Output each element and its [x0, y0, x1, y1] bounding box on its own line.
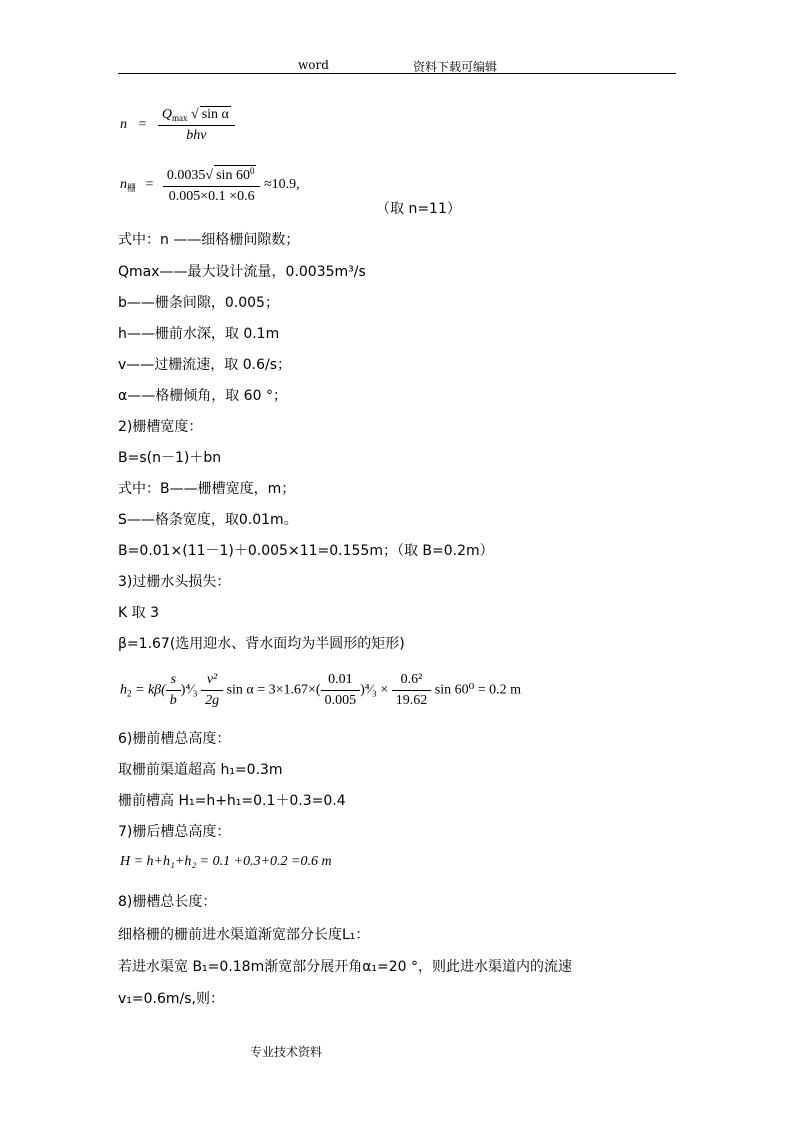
eq2-result: ≈10.9,	[263, 177, 300, 193]
eq3-tail: sin 60⁰ = 0.2 m	[434, 682, 522, 698]
eq3-2g: 2g	[205, 693, 220, 708]
text-line: v₁=0.6m/s,则：	[118, 991, 224, 1007]
eq3-pow: )⁴⁄₃	[180, 682, 198, 698]
eq2-equals: =	[145, 177, 154, 193]
eq1-fraction: $\frac{Q_{max} √ \sin \alpha}{\text{bhv}}$	[158, 106, 235, 144]
header-rule	[118, 73, 676, 74]
eq2-lhs: n	[120, 177, 127, 193]
text-line: Qmax——最大设计流量，0.0035m³/s	[118, 264, 366, 280]
text-line: b——栅条间隙，0.005；	[118, 295, 279, 311]
eq1-q: Q	[161, 107, 173, 122]
eq3-b: b	[169, 693, 177, 708]
eq2-deg: 0	[249, 166, 255, 176]
eq1-q-sub: max	[172, 113, 188, 123]
eq2-lhs-sub: 栅	[127, 183, 137, 194]
text-line: h——栅前水深，取 0.1m	[118, 326, 280, 342]
eq1-sqrt: sin α	[201, 107, 229, 122]
text-line: 式中：n ——细格栅间隙数；	[118, 232, 300, 248]
text-line: β=1.67(选用迎水、背水面均为半圆形的矩形)	[118, 636, 405, 652]
equation-h2	[120, 672, 521, 709]
eq2-coef: 0.0035	[166, 168, 206, 183]
equation-H: H = h+h₁+h₂ = 0.1 +0.3+0.2 =0.6 m	[120, 854, 332, 869]
text-line: S——格条宽度，取0.01m。	[118, 512, 298, 528]
section-heading: 6)栅前槽总高度：	[118, 731, 231, 747]
eq3-lhs-sub: 2	[127, 688, 132, 699]
header-left: word	[298, 58, 329, 72]
header-right: 资料下载可编辑	[413, 60, 498, 74]
eq3-pow2: )⁴⁄₃ ×	[360, 682, 389, 698]
text-line: α——格栅倾角，取 60 °；	[118, 388, 287, 404]
eq3-n2: 0.6²	[392, 672, 432, 691]
eq3-sin: sin α = 3×1.67×(	[226, 682, 321, 698]
eq3-mid: = kβ(	[135, 682, 166, 698]
text-line: 取栅前渠道超高 h₁=0.3m	[118, 762, 283, 778]
formula-line: B=s(n－1)＋bn	[118, 450, 222, 466]
page-footer: 专业技术资料	[250, 1045, 323, 1059]
section-heading: 7)栅后槽总高度：	[118, 824, 231, 840]
text-line: K 取 3	[118, 605, 159, 621]
eq1-lhs: n	[120, 117, 127, 133]
formula-line: 栅前槽高 H₁=h+h₁=0.1＋0.3=0.4	[118, 793, 346, 809]
formula-line: B=0.01×(11－1)＋0.005×11=0.155m；（取 B=0.2m）	[118, 543, 494, 559]
eq2-note: （取 n=11）	[376, 201, 461, 217]
text-line: 若进水渠宽 B₁=0.18m渐宽部分展开角α₁=20 °，则此进水渠道内的流速	[118, 959, 573, 975]
eq3-v2: v²	[201, 672, 223, 691]
eq2-den: 0.005×0.1 ×0.6	[168, 189, 255, 204]
eq2-fraction: $\frac{0.0035√ \sin 60^0}{0.005\times 0.1 \times 0.6}$	[163, 165, 261, 205]
section-heading: 3)过栅水头损失：	[118, 574, 231, 590]
section-heading: 2)栅槽宽度：	[118, 419, 203, 435]
eq3-lhs: h	[120, 682, 127, 698]
eq1-den: bhv	[186, 128, 207, 143]
eq1-equals: =	[138, 117, 147, 133]
eq3-d1: 0.005	[324, 693, 357, 708]
equation-n-grid	[120, 165, 300, 205]
equation-n	[120, 106, 235, 144]
text-line: v——过栅流速，取 0.6/s；	[118, 357, 292, 373]
eq3-n1: 0.01	[321, 672, 361, 691]
eq3-s: s	[166, 672, 181, 691]
eq2-sqrt: sin 60	[216, 168, 250, 183]
text-line: 细格栅的栅前进水渠道渐宽部分长度L₁：	[118, 927, 370, 943]
text-line: 式中：B——栅槽宽度，m；	[118, 481, 296, 497]
section-heading: 8)栅槽总长度：	[118, 894, 217, 910]
eq3-d2: 19.62	[395, 693, 428, 708]
